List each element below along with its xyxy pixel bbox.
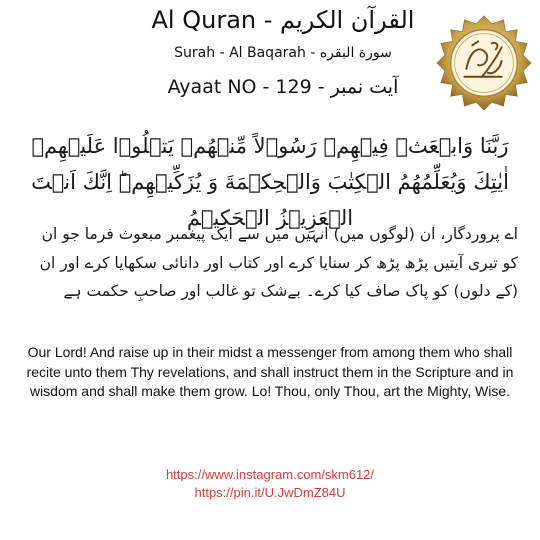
quran-logo <box>435 14 533 112</box>
pinterest-link[interactable]: https://pin.it/U.JwDmZ84U <box>194 485 346 500</box>
header <box>0 0 540 120</box>
urdu-translation: اے پروردگار، ان (لوگوں میں) انہیں میں سے ایک پیغمبر مبعوث فرما جو ان کو تیری آیتیں پڑھ پڑھ کر سنایا کرے اور کتاب اور دانائی سکھایا کرے اور ان (کے دلوں) کو پاک صاف کیا کرے۔ بےشک تو غالب اور صاحبِ حکمت ہے <box>39 225 518 300</box>
surah-name: Surah - Al Baqarah - سورة البقره <box>174 45 392 61</box>
social-links <box>20 466 520 502</box>
quran-seal-icon <box>435 14 533 112</box>
ayat-number: Ayaat NO - 129 - آیت نمبر <box>167 76 399 98</box>
instagram-link[interactable]: https://www.instagram.com/skm612/ <box>165 467 375 482</box>
english-translation: Our Lord! And raise up in their midst a messenger from among them who shall recite unto them Thy revelations, and shall instruct them in the Scripture and in wisdom and shall make them grow. Lo! Thou, only Thou, art the Mighty, Wise. <box>26 344 514 399</box>
arabic-verse: رَبَّنَا وَابۡعَثۡ فِيۡهِمۡ رَسُوۡلاً مِّنۡهُمۡ يَتۡلُوۡا عَلَيۡهِمۡ اٰيٰتِكَ وَيُعَلِّمُهُمُ الۡكِتٰبَ وَالۡحِكۡمَةَ وَ يُزَكِّيۡهِمۡ‌ؕ اِنَّكَ اَنۡتَ الۡعَزِيۡزُ الۡحَكِيۡمُ <box>31 134 509 230</box>
page-title: Al Quran - القرآن الكريم <box>151 6 415 34</box>
